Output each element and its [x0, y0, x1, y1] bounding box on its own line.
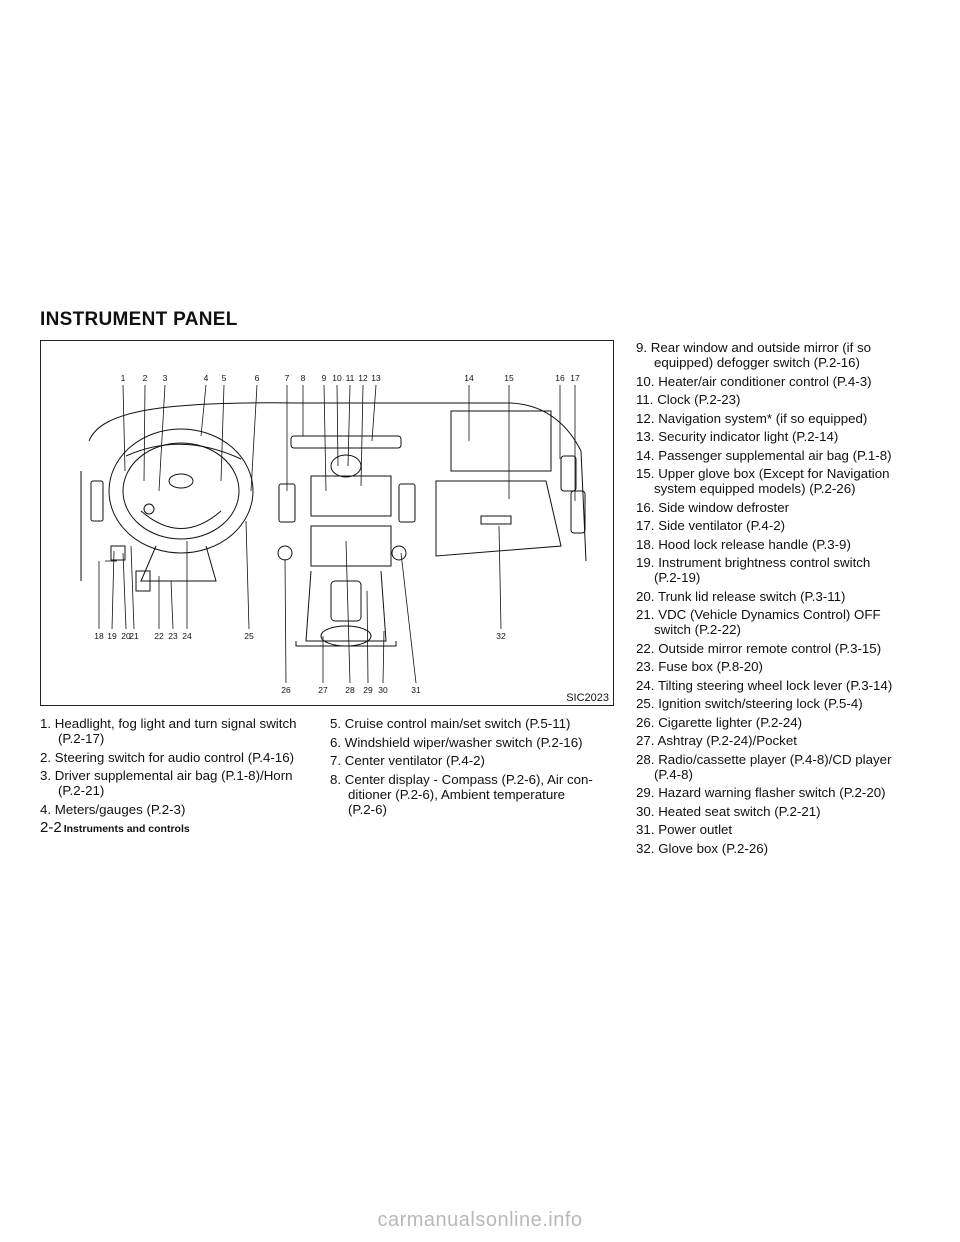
legend-item-5: 5. Cruise control main/set switch (P.5-11): [330, 716, 571, 731]
callout-top-1: 1: [120, 373, 126, 383]
instrument-panel-diagram: [40, 340, 614, 706]
legend-item-8: 8. Center display - Compass (P.2-6), Air con- ditioner (P.2-6), Ambient temperature (P.2-6): [330, 771, 593, 817]
legend-item-23: 23. Fuse box (P.8-20): [636, 659, 763, 674]
legend-item-14: 14. Passenger supplemental air bag (P.1-8): [636, 447, 892, 463]
callout-top-2: 2: [142, 373, 148, 383]
legend-item-26: 26. Cigarette lighter (P.2-24): [636, 714, 803, 730]
callout-bottom-31: 31: [411, 685, 421, 695]
callout-bottom-20: 20: [121, 631, 131, 641]
legend-item-13: 13. Security indicator light (P.2-14): [636, 429, 839, 444]
legend-item-4: 4. Meters/gauges (P.2-3): [40, 801, 186, 817]
watermark: carmanualsonline.info: [377, 1209, 583, 1231]
legend-column-1: [40, 716, 323, 820]
legend-item-29: 29. Hazard warning flasher switch (P.2-20): [636, 785, 886, 800]
legend-item-17: 17. Side ventilator (P.4-2): [636, 518, 786, 533]
legend-item-2: 2. Steering switch for audio control (P.4-16): [40, 749, 295, 765]
callout-top-15: 15: [504, 373, 514, 383]
callout-bottom-18: 18: [94, 631, 104, 641]
legend-column-2: [330, 716, 614, 820]
legend-item-27: 27. Ashtray (P.2-24)/Pocket: [636, 733, 797, 748]
callout-bottom-30: 30: [378, 685, 388, 695]
legend-item-31: 31. Power outlet: [636, 822, 733, 837]
callout-bottom-24: 24: [182, 631, 192, 641]
callout-bottom-23: 23: [168, 631, 178, 641]
callout-top-3: 3: [162, 373, 168, 383]
callout-top-17: 17: [570, 373, 580, 383]
section-title: INSTRUMENT PANEL: [40, 309, 238, 330]
callout-top-10: 10: [332, 373, 342, 383]
legend-item-24: 24. Tilting steering wheel lock lever (P.3-14): [636, 677, 893, 693]
legend-item-9: 9. Rear window and outside mirror (if so equipped) defogger switch (P.2-16): [636, 340, 872, 370]
callout-top-6: 6: [254, 373, 260, 383]
callout-bottom-27: 27: [318, 685, 328, 695]
legend-item-21: 21. VDC (Vehicle Dynamics Control) OFF switch (P.2-22): [636, 607, 881, 637]
callout-bottom-21: 21: [129, 631, 139, 641]
top-callout-numbers: [121, 373, 580, 383]
page-footer: [40, 819, 190, 838]
callout-bottom-19: 19: [107, 631, 117, 641]
callout-top-7: 7: [284, 373, 290, 383]
callout-top-14: 14: [464, 373, 474, 383]
callout-top-12: 12: [358, 373, 368, 383]
legend-item-6: 6. Windshield wiper/washer switch (P.2-16): [330, 734, 583, 750]
legend-item-11: 11. Clock (P.2-23): [636, 392, 741, 407]
legend-item-18: 18. Hood lock release handle (P.3-9): [636, 536, 851, 552]
legend-item-16: 16. Side window defroster: [636, 499, 790, 515]
callout-top-16: 16: [555, 373, 565, 383]
legend-item-19: 19. Instrument brightness control switch (P.2-19): [636, 555, 871, 585]
callout-bottom-25: 25: [244, 631, 254, 641]
legend-item-25: 25. Ignition switch/steering lock (P.5-4): [636, 696, 863, 711]
legend-item-1: 1. Headlight, fog light and turn signal switch (P.2-17): [40, 716, 297, 746]
page-number: 2-2: [40, 819, 62, 836]
legend-item-28: 28. Radio/cassette player (P.4-8)/CD player (P.4-8): [636, 751, 892, 782]
callout-top-9: 9: [321, 373, 327, 383]
legend-item-7: 7. Center ventilator (P.4-2): [330, 753, 485, 768]
callout-bottom-26: 26: [281, 685, 291, 695]
callout-bottom-32: 32: [496, 631, 506, 641]
callout-top-11: 11: [345, 373, 355, 383]
legend-item-12: 12. Navigation system* (if so equipped): [636, 410, 868, 426]
callout-top-8: 8: [300, 373, 306, 383]
figure-code: SIC2023: [566, 692, 609, 704]
legend-item-3: 3. Driver supplemental air bag (P.1-8)/Horn (P.2-21): [40, 768, 293, 798]
callout-top-13: 13: [371, 373, 381, 383]
callout-top-4: 4: [203, 373, 209, 383]
legend-item-32: 32. Glove box (P.2-26): [636, 840, 769, 856]
bottom-callout-numbers: [94, 631, 506, 695]
callout-bottom-22: 22: [154, 631, 164, 641]
legend-item-15: 15. Upper glove box (Except for Navigation system equipped models) (P.2-26): [636, 466, 890, 496]
dashboard-illustration: [41, 341, 613, 705]
legend-item-22: 22. Outside mirror remote control (P.3-15): [636, 640, 882, 656]
callout-bottom-28: 28: [345, 685, 355, 695]
callout-top-5: 5: [221, 373, 227, 383]
chapter-title: Instruments and controls: [63, 823, 190, 835]
legend-column-3: [636, 340, 920, 859]
legend-item-10: 10. Heater/air conditioner control (P.4-3): [636, 373, 872, 389]
legend-item-20: 20. Trunk lid release switch (P.3-11): [636, 588, 846, 604]
callout-bottom-29: 29: [363, 685, 373, 695]
legend-item-30: 30. Heated seat switch (P.2-21): [636, 803, 821, 819]
